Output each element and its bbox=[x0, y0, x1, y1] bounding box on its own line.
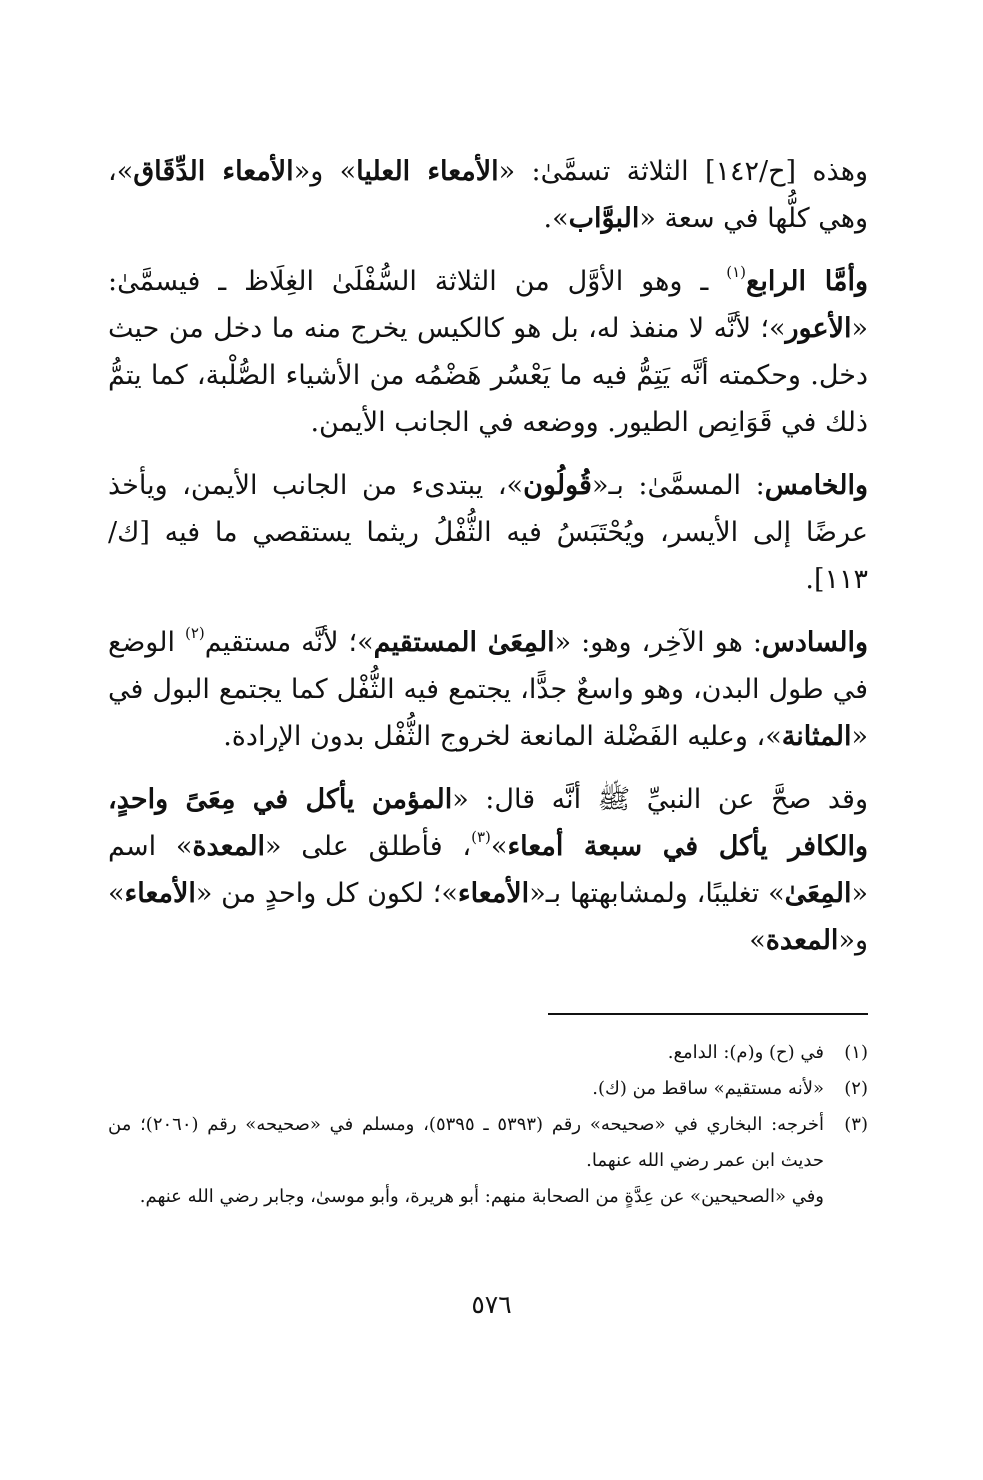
bold-term: المثانة bbox=[781, 721, 852, 752]
text-run: »، وعليه الفَضْلة المانعة لخروج الثُّفْل بدون الإرادة. bbox=[223, 721, 782, 752]
paragraph-2 bbox=[108, 258, 868, 446]
bold-term: المِعَىٰ المستقيم bbox=[373, 627, 555, 658]
text-run: وقد صحَّ عن النبيِّ ﷺ أنَّه قال: « bbox=[452, 784, 868, 815]
bold-term: وأمَّا الرابع bbox=[746, 266, 869, 297]
text-run: : المسمَّىٰ: بـ« bbox=[591, 470, 765, 501]
footnote-number: (٣) bbox=[844, 1114, 868, 1135]
bold-term: الأمعاء bbox=[457, 878, 530, 909]
text-run: »؛ لكون كل واحدٍ من « bbox=[195, 878, 458, 909]
text-run: » و« bbox=[293, 156, 357, 187]
footnote-3-continuation: وفي «الصحيحين» عن عِدَّةٍ من الصحابة منهم: أبو هريرة، وأبو موسىٰ، وجابر رضي الله عنهم. bbox=[139, 1186, 824, 1207]
text-run: ». bbox=[543, 203, 569, 234]
bold-term: والخامس bbox=[764, 470, 868, 501]
hadith-quote: المؤمن يأكل في مِعَىً واحدٍ، والكافر يأكل في سبعة أمعاء bbox=[108, 784, 868, 862]
text-run: »، يبتدىء من الجانب الأيمن، ويأخذ عرضًا إلى الأيسر، ويُحْتَبَسُ فيه الثُّفْلُ ريثما يستقصي ما فيه [ك/١١٣]. bbox=[108, 470, 868, 595]
footnote-text: في (ح) و(م): الدامع. bbox=[667, 1042, 824, 1063]
footnote-number: (٢) bbox=[844, 1078, 868, 1099]
text-run: الوضع في طول البدن، وهو واسعٌ جدًّا، يجتمع فيه الثُّفْل كما يجتمع البول في « bbox=[108, 627, 868, 752]
footnote-3 bbox=[108, 1107, 868, 1179]
bold-term: قُولُون bbox=[523, 470, 592, 501]
bold-term: المعدة bbox=[192, 831, 266, 862]
text-run: ، فأطلق على « bbox=[265, 831, 472, 862]
bold-term: الأمعاء الدِّقَاق bbox=[133, 156, 294, 187]
bold-term: الأعور bbox=[785, 313, 852, 344]
bold-term: البوَّاب bbox=[568, 203, 640, 234]
bold-term: الأمعاء العليا bbox=[356, 156, 499, 187]
footnote-marker[interactable]: (٢) bbox=[184, 624, 205, 642]
text-run: »، وهي كلُّها في سعة « bbox=[108, 156, 868, 234]
text-run: » bbox=[490, 831, 508, 862]
footnote-1 bbox=[108, 1035, 868, 1071]
paragraph-5 bbox=[108, 776, 868, 964]
text-run: » bbox=[749, 925, 766, 956]
bold-term: الأمعاء bbox=[124, 878, 196, 909]
text-run: »؛ لأنَّه مستقيم bbox=[204, 627, 374, 658]
footnote-text: أخرجه: البخاري في «صحيحه» رقم (٥٣٩٣ ـ ٥٣٩٥)، ومسلم في «صحيحه» رقم (٢٠٦٠)؛ من حديث ابن عمر رضي الله عنهما. bbox=[108, 1114, 825, 1171]
bold-term: المِعَىٰ bbox=[784, 878, 852, 909]
text-run: » اسم « bbox=[108, 831, 868, 909]
text-run: ـ وهو الأوَّل من الثلاثة السُّفْلَىٰ الغِلَاظ ـ فيسمَّىٰ: « bbox=[108, 266, 868, 344]
bold-term: المعدة bbox=[765, 925, 839, 956]
text-run: وهذه [ح/١٤٢] الثلاثة تسمَّىٰ: « bbox=[498, 156, 868, 187]
paragraph-3 bbox=[108, 462, 868, 603]
main-text bbox=[108, 148, 868, 980]
paragraph-1 bbox=[108, 148, 868, 242]
footnotes bbox=[108, 1035, 868, 1215]
footnote-text: «لأنه مستقيم» ساقط من (ك). bbox=[592, 1078, 824, 1099]
paragraph-4 bbox=[108, 619, 868, 760]
footnote-number: (١) bbox=[844, 1042, 868, 1063]
text-run: » و« bbox=[108, 878, 868, 956]
footnote-separator bbox=[548, 1013, 868, 1015]
text-run: » تغليبًا، ولمشابهتها بـ« bbox=[529, 878, 785, 909]
footnote-2 bbox=[108, 1071, 868, 1107]
text-run: »؛ لأنَّه لا منفذ له، بل هو كالكيس يخرج منه ما دخل من حيث دخل. وحكمته أنَّه يَتِمُّ فيه ما يَعْسُر هَضْمُه من الأشياء الصُّلْبة، كما يتمُّ ذلك في قَوَانِص الطيور. ووضعه في الجانب الأيمن. bbox=[108, 313, 868, 438]
bold-term: والسادس bbox=[761, 627, 868, 658]
footnote-marker[interactable]: (١) bbox=[726, 263, 746, 281]
footnote-marker[interactable]: (٣) bbox=[471, 828, 491, 846]
page-number: ٥٧٦ bbox=[471, 1290, 512, 1319]
text-run: : هو الآخِر، وهو: « bbox=[554, 627, 762, 658]
